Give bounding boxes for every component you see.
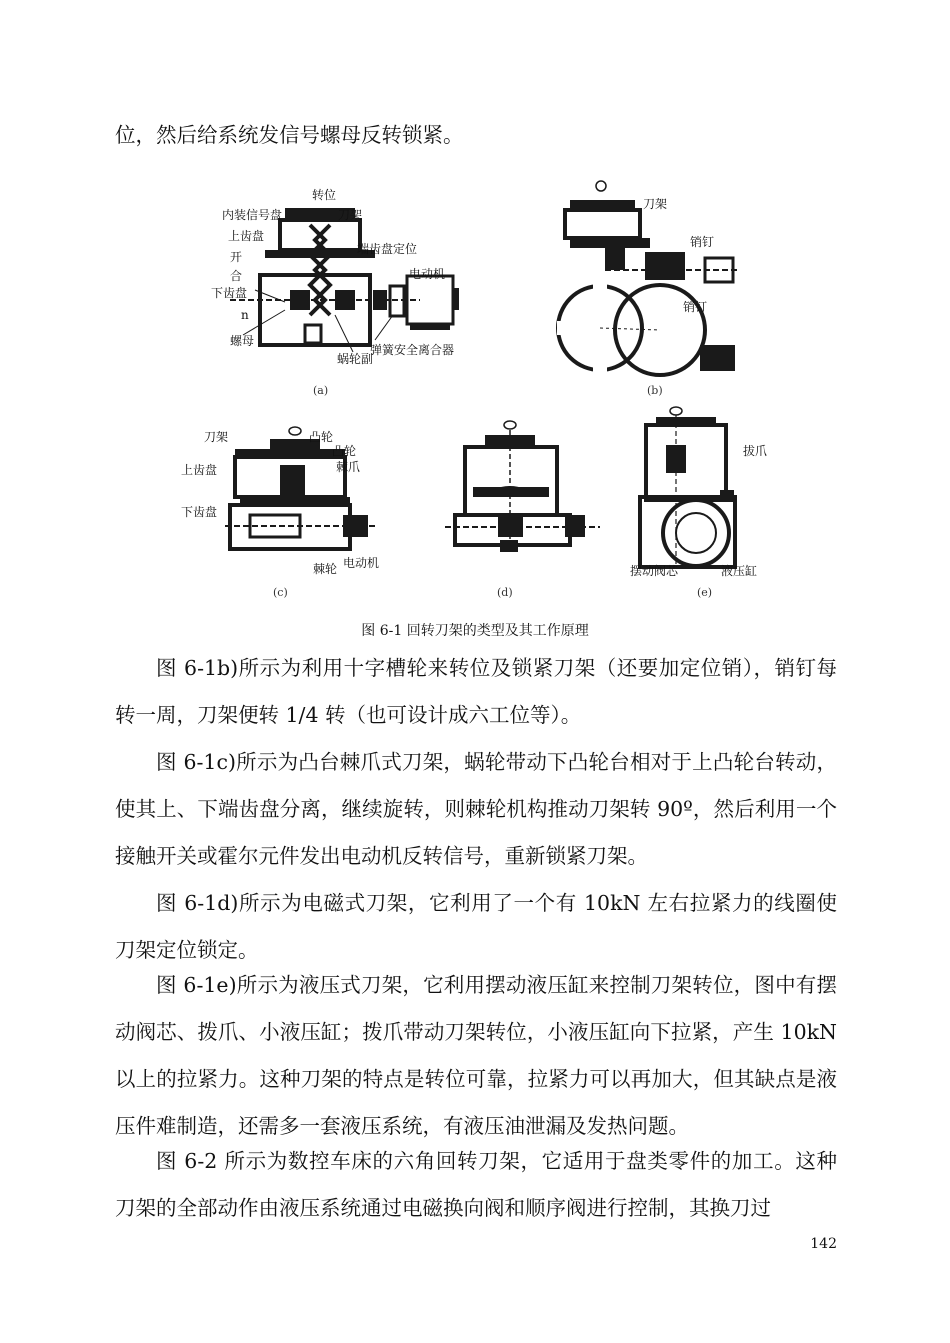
fig-d-sublabel: (d) — [497, 586, 513, 599]
fig-a-label-daojia: 刀架 — [338, 208, 363, 222]
fig-e-label-yeyagang: 液压缸 — [721, 564, 758, 578]
fig-a-label-luomu: 螺母 — [230, 334, 255, 348]
fig-a-sublabel: (a) — [313, 384, 329, 397]
fig-a-label-duanchi: 端齿盘定位 — [357, 242, 418, 256]
fig-b-label-daojia: 刀架 — [643, 197, 668, 211]
paragraph-6-2: 图 6-2 所示为数控车床的六角回转刀架，它适用于盘类零件的加工。这种刀架的全部动作由液压系统通过电磁换向阀和顺序阀进行控制，其换刀过 — [115, 1149, 837, 1220]
fig-a-label-kai: 开 — [230, 250, 243, 264]
fig-a-label-wolun: 蜗轮副 — [337, 352, 374, 366]
fig-c-label-daojia: 刀架 — [204, 430, 229, 444]
figure-caption: 图 6-1 回转刀架的类型及其工作原理 — [361, 623, 589, 639]
fig-c-label-tulun2: 凸轮 — [332, 444, 357, 458]
fig-e-label-baidong: 摆动阀芯 — [630, 564, 679, 578]
paragraph-6-1b: 图 6-1b)所示为利用十字槽轮来转位及锁紧刀架（还要加定位销），销钉每转一周，刀架便转 1/4 转（也可设计成六工位等）。 — [115, 656, 837, 727]
paragraph-6-1d: 图 6-1d)所示为电磁式刀架，它利用了一个有 10kN 左右拉紧力的线圈使刀架定位锁定。 — [115, 891, 837, 962]
fig-a-label-tanhuang: 弹簧安全离合器 — [370, 343, 455, 357]
fig-e-label-bazhao: 拔爪 — [743, 444, 768, 458]
paragraph-6-1c: 图 6-1c)所示为凸台棘爪式刀架，蜗轮带动下凸轮台相对于上凸轮台转动，使其上、下端齿盘分离，继续旋转，则棘轮机构推动刀架转 90º，然后利用一个接触开关或霍尔元件发出电动机反转信号，重新锁紧刀架。 — [115, 750, 837, 868]
fig-c-label-motor: 电动机 — [343, 556, 380, 570]
body-text-top-line: 位，然后给系统发信号螺母反转锁紧。 — [115, 123, 464, 147]
fig-a-label-zhuanwei: 转位 — [312, 188, 337, 202]
fig-c-label-shangchipan: 上齿盘 — [181, 463, 218, 477]
page-number: 142 — [810, 1236, 837, 1252]
fig-a-label-shangchipan: 上齿盘 — [228, 229, 265, 243]
fig-a-label-n: n — [241, 308, 249, 322]
fig-c-label-jilun: 棘轮 — [313, 562, 338, 576]
fig-c-label-tulun1: 凸轮 — [309, 430, 334, 444]
fig-a-label-motor: 电动机 — [409, 267, 446, 281]
figure-6-1e-drawing — [638, 405, 748, 570]
fig-c-label-jizhao: 棘爪 — [336, 460, 361, 474]
fig-c-sublabel: (c) — [273, 586, 288, 599]
fig-a-label-he: 合 — [230, 269, 243, 283]
paragraph-6-1e: 图 6-1e)所示为液压式刀架，它利用摆动液压缸来控制刀架转位，图中有摆动阀芯、拨爪、小液压缸；拨爪带动刀架转位，小液压缸向下拉紧，产生 10kN 以上的拉紧力。这种刀架的特点是转位可靠，拉紧力可以再加大，但其缺点是液压件难制造，还需多一套液压系统，有液压油泄漏及发热问题。 — [115, 973, 837, 1138]
figure-6-1d-drawing — [440, 415, 600, 555]
fig-e-sublabel: (e) — [697, 586, 713, 599]
fig-b-label-xiaoding1: 销钉 — [690, 235, 715, 249]
fig-b-label-xiaoding2: 销钉 — [683, 300, 708, 314]
fig-a-label-xiachipan: 下齿盘 — [211, 286, 248, 300]
fig-c-label-xiachipan: 下齿盘 — [181, 505, 218, 519]
fig-b-sublabel: (b) — [647, 384, 663, 397]
fig-a-label-neizhuang: 内装信号盘 — [222, 208, 283, 222]
